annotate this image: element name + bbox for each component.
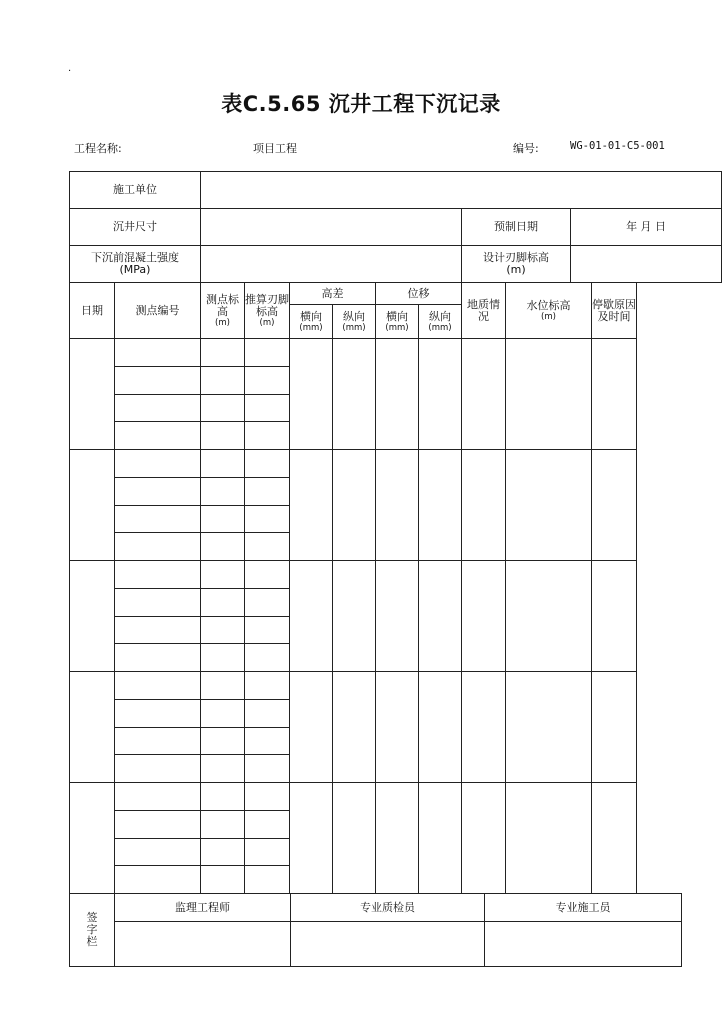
calc-blade-cell[interactable] <box>245 450 290 478</box>
concrete-strength-label <box>70 246 201 283</box>
col-geology: 地质情况 <box>462 283 506 339</box>
point-elev-cell[interactable] <box>201 810 245 838</box>
point-elev-cell[interactable] <box>201 505 245 533</box>
stop-reason-cell[interactable] <box>592 339 637 450</box>
construction-worker-label: 专业施工员 <box>485 894 682 922</box>
point-no-cell[interactable] <box>115 505 201 533</box>
design-blade-elev-text: 设计刃脚标高 <box>483 251 549 264</box>
corner-dot: . <box>68 63 72 74</box>
point-no-cell[interactable] <box>115 644 201 672</box>
calc-blade-cell[interactable] <box>245 644 290 672</box>
geology-cell[interactable] <box>462 783 506 894</box>
height-vertical-cell[interactable] <box>333 561 376 672</box>
table-row <box>70 783 722 811</box>
stop-reason-cell[interactable] <box>592 783 637 894</box>
water-level-cell[interactable] <box>506 339 592 450</box>
col-point-elev-text: 测点标高 <box>206 292 239 318</box>
water-level-cell[interactable] <box>506 672 592 783</box>
col-disp-vertical-text: 纵向 <box>429 309 451 323</box>
quality-inspector-label: 专业质检员 <box>291 894 485 922</box>
page-title: 表C.5.65 沉井工程下沉记录 <box>221 92 501 116</box>
calc-blade-cell[interactable] <box>245 394 290 422</box>
col-disp-horizontal-unit: (mm) <box>385 322 409 333</box>
date-cell[interactable] <box>70 672 115 783</box>
signature-label: 签 字 栏 <box>70 894 115 967</box>
sinking-record-table <box>69 171 722 894</box>
col-calc-blade <box>245 283 290 339</box>
calc-blade-cell[interactable] <box>245 561 290 589</box>
point-elev-cell[interactable] <box>201 394 245 422</box>
design-blade-elev-field[interactable] <box>571 246 722 283</box>
disp-horizontal-cell[interactable] <box>376 561 419 672</box>
point-elev-cell[interactable] <box>201 366 245 394</box>
concrete-strength-text: 下沉前混凝土强度 <box>91 251 179 264</box>
header-row-1 <box>70 283 722 305</box>
date-cell[interactable] <box>70 561 115 672</box>
design-blade-elev-unit: (m) <box>506 263 526 276</box>
height-vertical-cell[interactable] <box>333 339 376 450</box>
point-no-cell[interactable] <box>115 727 201 755</box>
point-elev-cell[interactable] <box>201 699 245 727</box>
date-cell[interactable] <box>70 783 115 894</box>
col-disp-vertical <box>419 305 462 339</box>
caisson-size-row <box>70 209 722 246</box>
disp-vertical-cell[interactable] <box>419 561 462 672</box>
point-elev-cell[interactable] <box>201 616 245 644</box>
point-no-cell[interactable] <box>115 672 201 700</box>
geology-cell[interactable] <box>462 561 506 672</box>
point-no-cell[interactable] <box>115 783 201 811</box>
point-elev-cell[interactable] <box>201 561 245 589</box>
table-row <box>70 561 722 589</box>
date-cell[interactable] <box>70 450 115 561</box>
col-water-level <box>506 283 592 339</box>
caisson-size-label: 沉井尺寸 <box>70 209 201 246</box>
point-no-cell[interactable] <box>115 699 201 727</box>
water-level-cell[interactable] <box>506 450 592 561</box>
signature-table <box>69 893 682 967</box>
geology-cell[interactable] <box>462 339 506 450</box>
col-displacement: 位移 <box>376 283 462 305</box>
calc-blade-cell[interactable] <box>245 783 290 811</box>
construction-unit-label: 施工单位 <box>70 172 201 209</box>
point-elev-cell[interactable] <box>201 450 245 478</box>
col-calc-blade-unit: (m) <box>259 317 275 328</box>
point-no-cell[interactable] <box>115 810 201 838</box>
point-elev-cell[interactable] <box>201 477 245 505</box>
point-elev-cell[interactable] <box>201 339 245 367</box>
point-elev-cell[interactable] <box>201 727 245 755</box>
water-level-cell[interactable] <box>506 783 592 894</box>
disp-vertical-cell[interactable] <box>419 783 462 894</box>
col-calc-blade-text: 推算刃脚标高 <box>245 292 289 318</box>
point-no-cell[interactable] <box>115 366 201 394</box>
height-vertical-cell[interactable] <box>333 672 376 783</box>
stop-reason-cell[interactable] <box>592 672 637 783</box>
col-point-no: 测点编号 <box>115 283 201 339</box>
quality-inspector-signature-field[interactable] <box>291 922 485 967</box>
col-height-horizontal-unit: (mm) <box>299 322 323 333</box>
point-no-cell[interactable] <box>115 588 201 616</box>
height-horizontal-cell[interactable] <box>290 339 333 450</box>
col-height-diff: 高差 <box>290 283 376 305</box>
concrete-strength-unit: (MPa) <box>119 263 151 276</box>
stop-reason-cell[interactable] <box>592 561 637 672</box>
supervisor-signature-field[interactable] <box>115 922 291 967</box>
disp-vertical-cell[interactable] <box>419 672 462 783</box>
disp-horizontal-cell[interactable] <box>376 672 419 783</box>
col-height-vertical <box>333 305 376 339</box>
calc-blade-cell[interactable] <box>245 838 290 866</box>
disp-vertical-cell[interactable] <box>419 450 462 561</box>
calc-blade-cell[interactable] <box>245 505 290 533</box>
stop-reason-cell[interactable] <box>592 450 637 561</box>
signature-field-row <box>70 922 682 967</box>
point-no-cell[interactable] <box>115 422 201 450</box>
col-point-elev <box>201 283 245 339</box>
point-elev-cell[interactable] <box>201 588 245 616</box>
disp-horizontal-cell[interactable] <box>376 339 419 450</box>
col-height-horizontal-text: 横向 <box>300 309 322 323</box>
point-no-cell[interactable] <box>115 533 201 561</box>
number-value: WG-01-01-C5-001 <box>570 140 665 152</box>
point-elev-cell[interactable] <box>201 422 245 450</box>
construction-unit-field[interactable] <box>201 172 722 209</box>
table-row <box>70 450 722 478</box>
calc-blade-cell[interactable] <box>245 422 290 450</box>
col-height-vertical-text: 纵向 <box>343 309 365 323</box>
supervisor-label: 监理工程师 <box>115 894 291 922</box>
disp-horizontal-cell[interactable] <box>376 783 419 894</box>
calc-blade-cell[interactable] <box>245 477 290 505</box>
height-vertical-cell[interactable] <box>333 783 376 894</box>
concrete-strength-field[interactable] <box>201 246 462 283</box>
project-name-value: 项目工程 <box>253 142 297 155</box>
calc-blade-cell[interactable] <box>245 755 290 783</box>
project-name-label: 工程名称: <box>74 142 122 155</box>
col-disp-vertical-unit: (mm) <box>428 322 452 333</box>
point-no-cell[interactable] <box>115 755 201 783</box>
prefab-date-field[interactable]: 年 月 日 <box>571 209 722 246</box>
point-no-cell[interactable] <box>115 838 201 866</box>
point-elev-cell[interactable] <box>201 672 245 700</box>
point-no-cell[interactable] <box>115 450 201 478</box>
caisson-size-field[interactable] <box>201 209 462 246</box>
calc-blade-cell[interactable] <box>245 699 290 727</box>
calc-blade-cell[interactable] <box>245 588 290 616</box>
calc-blade-cell[interactable] <box>245 339 290 367</box>
col-date: 日期 <box>70 283 115 339</box>
table-row <box>70 339 722 367</box>
table-row <box>70 672 722 700</box>
height-horizontal-cell[interactable] <box>290 672 333 783</box>
col-disp-horizontal <box>376 305 419 339</box>
calc-blade-cell[interactable] <box>245 866 290 894</box>
height-horizontal-cell[interactable] <box>290 783 333 894</box>
geology-cell[interactable] <box>462 450 506 561</box>
signature-header-row <box>70 894 682 922</box>
point-elev-cell[interactable] <box>201 533 245 561</box>
design-blade-elev-label <box>462 246 571 283</box>
point-no-cell[interactable] <box>115 616 201 644</box>
point-no-cell[interactable] <box>115 394 201 422</box>
point-no-cell[interactable] <box>115 339 201 367</box>
disp-horizontal-cell[interactable] <box>376 450 419 561</box>
point-no-cell[interactable] <box>115 477 201 505</box>
number-label: 编号: <box>513 142 539 155</box>
point-elev-cell[interactable] <box>201 866 245 894</box>
calc-blade-cell[interactable] <box>245 366 290 394</box>
col-water-level-text: 水位标高 <box>526 298 571 312</box>
geology-cell[interactable] <box>462 672 506 783</box>
col-stop-reason: 停歇原因及时间 <box>592 283 637 339</box>
point-elev-cell[interactable] <box>201 783 245 811</box>
prefab-date-label: 预制日期 <box>462 209 571 246</box>
date-cell[interactable] <box>70 339 115 450</box>
point-elev-cell[interactable] <box>201 755 245 783</box>
calc-blade-cell[interactable] <box>245 672 290 700</box>
concrete-strength-row <box>70 246 722 283</box>
col-water-level-unit: (m) <box>541 311 556 322</box>
point-no-cell[interactable] <box>115 561 201 589</box>
calc-blade-cell[interactable] <box>245 727 290 755</box>
col-disp-horizontal-text: 横向 <box>386 309 408 323</box>
calc-blade-cell[interactable] <box>245 533 290 561</box>
water-level-cell[interactable] <box>506 561 592 672</box>
calc-blade-cell[interactable] <box>245 616 290 644</box>
construction-worker-signature-field[interactable] <box>485 922 682 967</box>
calc-blade-cell[interactable] <box>245 810 290 838</box>
col-height-vertical-unit: (mm) <box>342 322 366 333</box>
point-elev-cell[interactable] <box>201 644 245 672</box>
height-vertical-cell[interactable] <box>333 450 376 561</box>
height-horizontal-cell[interactable] <box>290 450 333 561</box>
height-horizontal-cell[interactable] <box>290 561 333 672</box>
construction-unit-row <box>70 172 722 209</box>
disp-vertical-cell[interactable] <box>419 339 462 450</box>
col-height-horizontal <box>290 305 333 339</box>
point-no-cell[interactable] <box>115 866 201 894</box>
col-point-elev-unit: (m) <box>215 317 230 328</box>
point-elev-cell[interactable] <box>201 838 245 866</box>
